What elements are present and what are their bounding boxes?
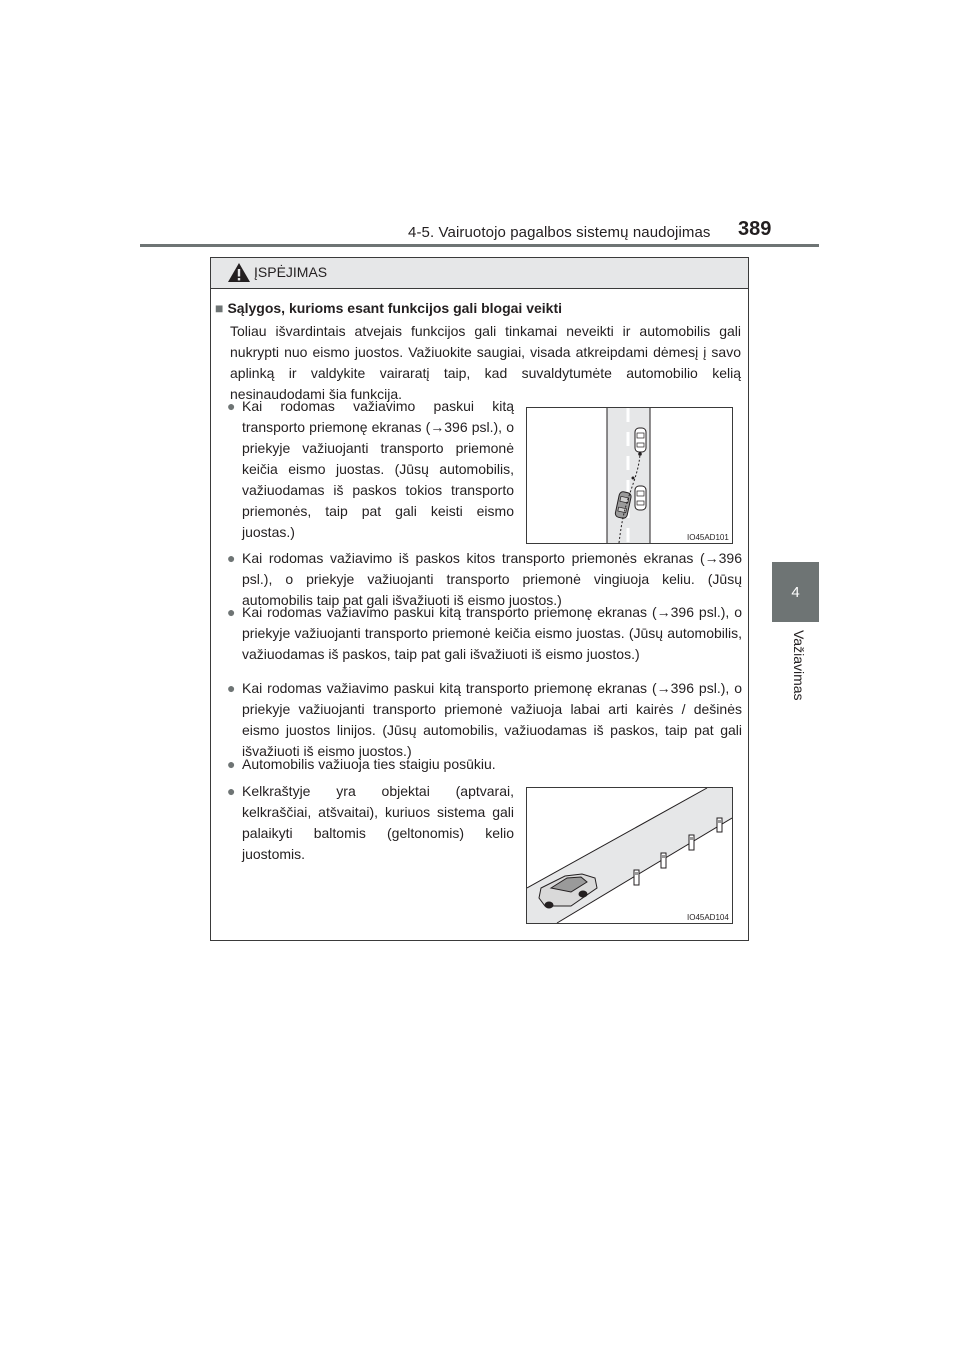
bullet-item bbox=[227, 396, 514, 543]
figure-code: IO45AD104 bbox=[687, 913, 729, 922]
chapter-tab bbox=[772, 562, 819, 622]
bullet-text: Kai rodomas važiavimo paskui kitą transporto priemonę ekranas (→396 psl.), o priekyje važiuojanti transporto priemonė keičia eismo juostas. (Jūsų automobilis, važiuodamas iš paskos, taip pat gali išvažiuoti iš eismo juostos.) bbox=[242, 604, 742, 662]
bullet-dot: ● bbox=[227, 604, 236, 620]
lead-car-icon bbox=[635, 428, 646, 452]
roadside-objects-illustration bbox=[527, 788, 732, 923]
bullet-dot: ● bbox=[227, 680, 236, 696]
bullet-dot: ● bbox=[227, 756, 236, 772]
chapter-number: 4 bbox=[791, 583, 800, 601]
warning-title: ĮSPĖJIMAS bbox=[254, 264, 328, 280]
bullet-text: Automobilis važiuoja ties staigiu posūkiu. bbox=[242, 756, 496, 772]
section-title: 4-5. Vairuotojo pagalbos sistemų naudojimas bbox=[408, 224, 711, 241]
heading-marker: ■ bbox=[215, 300, 224, 316]
bullet-text: Kai rodomas važiavimo paskui kitą transporto priemonę ekranas (→396 psl.), o priekyje važiuojanti transporto priemonė važiuoja labai arti kairės / dešinės eismo juostos linijos. (Jūsų automobilis, važiuodamas iš paskos, taip pat gali išvažiuoti iš eismo juostos.) bbox=[242, 680, 742, 759]
bullet-item bbox=[227, 678, 742, 762]
bullet-text: Kelkraštyje yra objektai (aptvarai, kelkraščiai, atšvaitai), kuriuos sistema gali palaikyti baltomis (geltonomis) kelio juostomis. bbox=[242, 783, 514, 862]
figure-lane-change bbox=[526, 407, 733, 544]
heading-text: Sąlygos, kurioms esant funkcijos gali blogai veikti bbox=[227, 300, 563, 316]
bullet-text: Kai rodomas važiavimo paskui kitą transporto priemonę ekranas (→396 psl.), o priekyje važiuojanti transporto priemonė keičia eismo juostas. (Jūsų automobilis, važiuodamas iš paskos tokios transporto priemonės, taip pat gali keisti eismo juostas.) bbox=[242, 398, 514, 540]
chapter-label: Važiavimas bbox=[791, 630, 807, 701]
warning-triangle-icon bbox=[227, 262, 251, 283]
lane-change-illustration bbox=[527, 408, 732, 543]
bullet-item bbox=[227, 781, 514, 865]
section-heading bbox=[215, 300, 562, 316]
warning-box bbox=[210, 257, 749, 941]
bullet-text: Kai rodomas važiavimo iš paskos kitos transporto priemonės ekranas (→396 psl.), o priekyje važiuojanti transporto priemonė vingiuoja keliu. (Jūsų automobilis taip pat gali išvažiuoti iš eismo juostos.) bbox=[242, 550, 742, 608]
bullet-dot: ● bbox=[227, 783, 236, 799]
bullet-dot: ● bbox=[227, 550, 236, 566]
bullet-item bbox=[227, 602, 742, 665]
other-car-icon bbox=[635, 486, 646, 510]
figure-roadside-objects bbox=[526, 787, 733, 924]
intro-paragraph: Toliau išvardintais atvejais funkcijos gali tinkamai neveikti ir automobilis gali nukrypti nuo eismo juostos. Važiuokite saugiai, visada atkreipdami dėmesį į savo aplinką ir valdykite vairaratį taip, kad suvaldytumėte automobilio kelią nesinaudodami šia funkcija. bbox=[230, 323, 741, 402]
bullet-item bbox=[227, 754, 742, 775]
header-rule bbox=[140, 244, 819, 247]
warning-header bbox=[211, 258, 748, 289]
figure-code: IO45AD101 bbox=[687, 533, 729, 542]
bullet-dot: ● bbox=[227, 398, 236, 414]
page-number: 389 bbox=[738, 218, 772, 240]
